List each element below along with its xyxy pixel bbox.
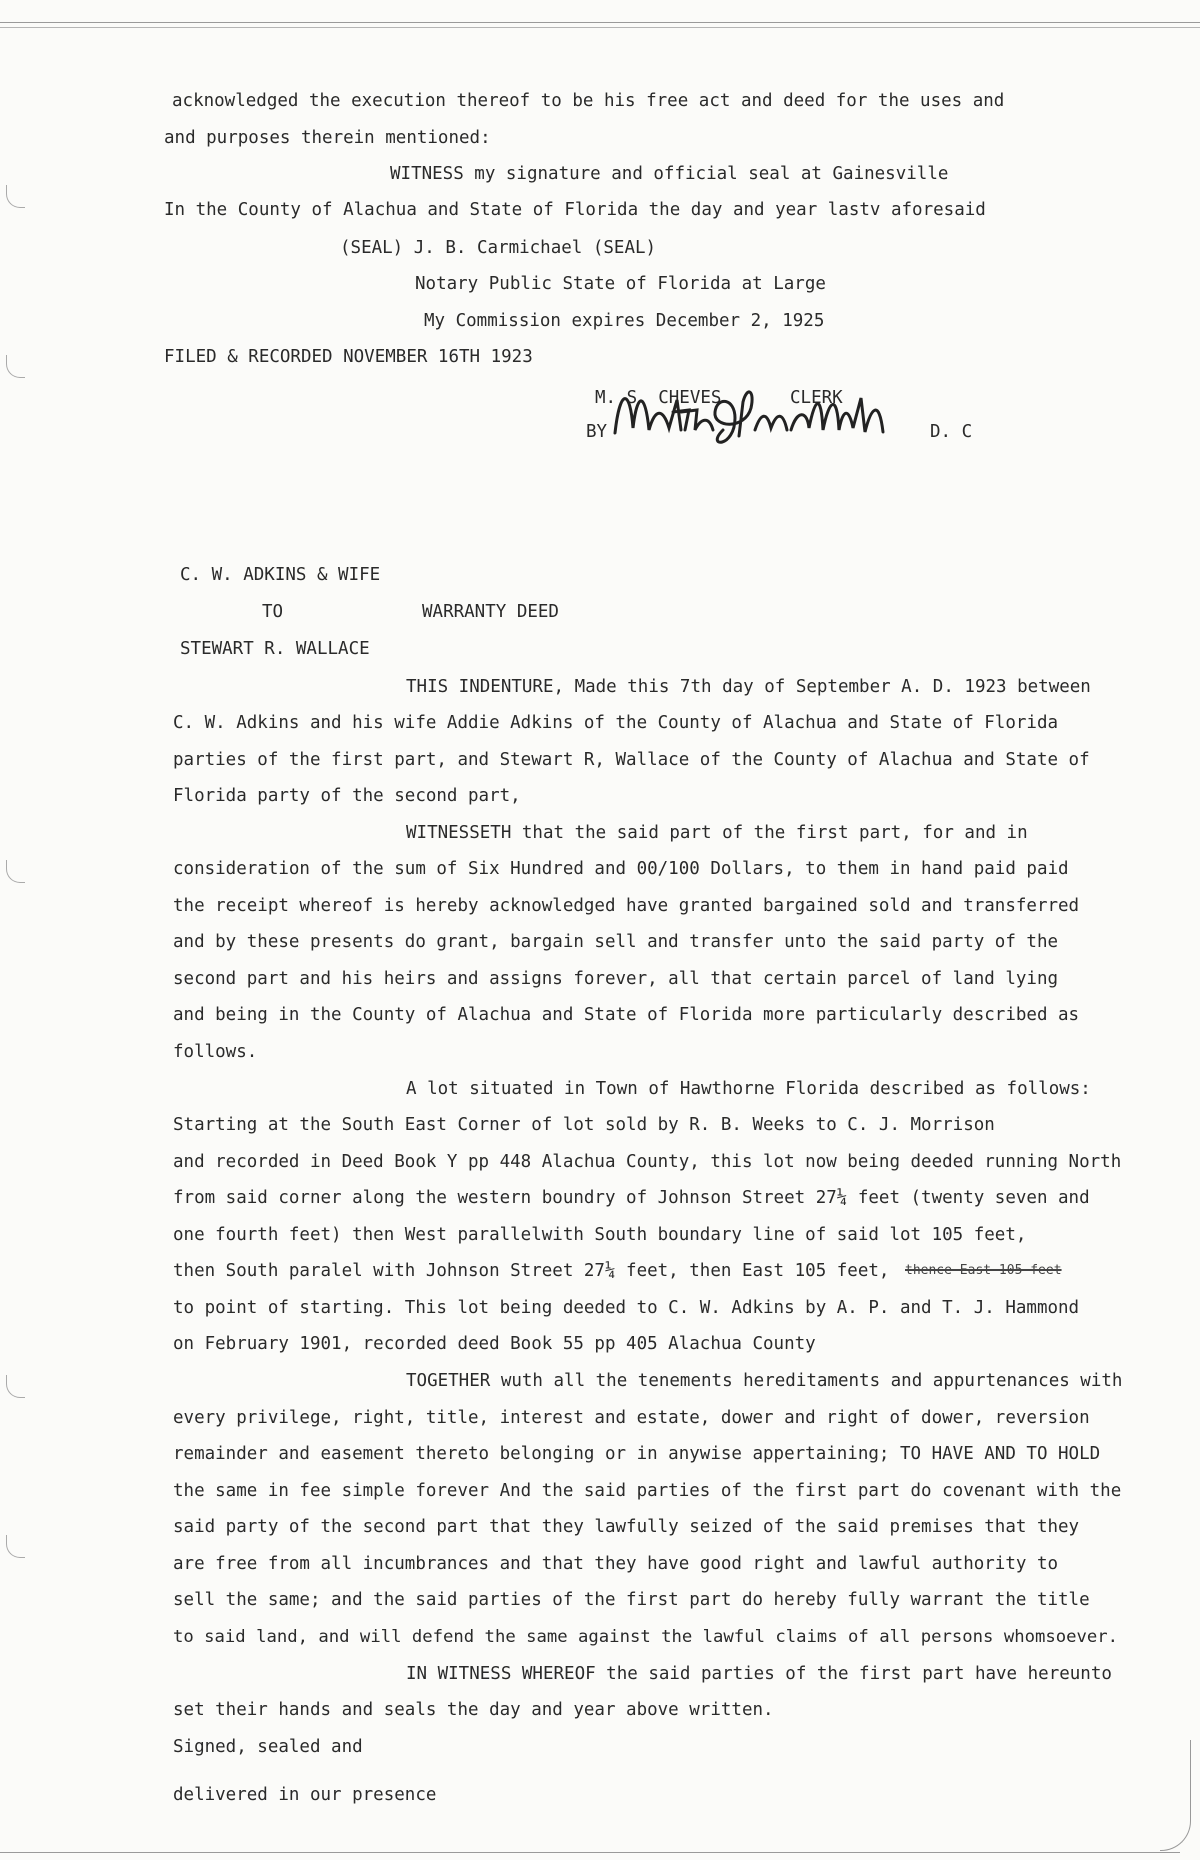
text-line: from said corner along the western boundry of Johnson Street 27¼ feet (twenty seven and <box>173 1188 1090 1208</box>
filed-recorded-line: FILED & RECORDED NOVEMBER 16TH 1923 <box>164 347 533 367</box>
binder-hole-mark <box>6 185 25 208</box>
handwritten-signature <box>585 378 925 458</box>
to-heading: TO <box>262 602 284 622</box>
notary-title: Notary Public State of Florida at Large <box>415 274 826 294</box>
text-line: on February 1901, recorded deed Book 55 pp 405 Alachua County <box>173 1334 816 1354</box>
text-line: In the County of Alachua and State of Florida the day and year lastv aforesaid <box>164 200 986 220</box>
top-border-rule <box>0 22 1200 28</box>
commission-expiry: My Commission expires December 2, 1925 <box>424 311 825 331</box>
text-line: and recorded in Deed Book Y pp 448 Alachua County, this lot now being deeded running North <box>173 1152 1122 1172</box>
text-line: are free from all incumbrances and that they have good right and lawful authority to <box>173 1554 1059 1574</box>
text-line: Signed, sealed and <box>173 1737 363 1757</box>
text-line: Florida party of the second part, <box>173 786 521 806</box>
text-line: one fourth feet) then West parallelwith South boundary line of said lot 105 feet, <box>173 1225 1027 1245</box>
text-line: parties of the first part, and Stewart R, Wallace of the County of Alachua and State of <box>173 750 1090 770</box>
text-line: consideration of the sum of Six Hundred and 00/100 Dollars, to them in hand paid paid <box>173 859 1069 879</box>
deputy-clerk-label: D. C <box>930 422 973 442</box>
notary-seal-line: (SEAL) J. B. Carmichael (SEAL) <box>340 238 657 258</box>
text-line: and purposes therein mentioned: <box>164 128 491 148</box>
text-line: the same in fee simple forever And the said parties of the first part do covenant with the <box>173 1481 1122 1501</box>
text-line: TOGETHER wuth all the tenements hereditaments and appurtenances with <box>406 1371 1123 1391</box>
binder-hole-mark <box>6 355 25 378</box>
text-line: second part and his heirs and assigns forever, all that certain parcel of land lying <box>173 969 1059 989</box>
text-line: every privilege, right, title, interest and estate, dower and right of dower, reversion <box>173 1408 1090 1428</box>
bottom-border-rule <box>0 1852 1180 1855</box>
text-line: IN WITNESS WHEREOF the said parties of the first part have hereunto <box>406 1664 1112 1684</box>
clerk-title: CLERK <box>790 388 843 408</box>
text-line: WITNESSETH that the said part of the first part, for and in <box>406 823 1028 843</box>
text-line: sell the same; and the said parties of the first part do hereby fully warrant the title <box>173 1590 1090 1610</box>
text-line: remainder and easement thereto belonging or in anywise appertaining; TO HAVE AND TO HOLD <box>173 1444 1101 1464</box>
binder-hole-mark <box>6 1375 25 1398</box>
grantor-heading: C. W. ADKINS & WIFE <box>180 565 381 585</box>
clerk-name: M. S. CHEVES <box>595 388 722 408</box>
binder-hole-mark <box>6 860 25 883</box>
page-corner-curl <box>1160 1740 1191 1851</box>
text-line: to said land, and will defend the same against the lawful claims of all persons whomsoever. <box>173 1627 1119 1647</box>
text-line: and being in the County of Alachua and State of Florida more particularly described as <box>173 1005 1080 1025</box>
text-line: THIS INDENTURE, Made this 7th day of September A. D. 1923 between <box>406 677 1091 697</box>
text-line: delivered in our presence <box>173 1785 437 1805</box>
text-line: the receipt whereof is hereby acknowledged have granted bargained sold and transferred <box>173 896 1080 916</box>
deed-type-heading: WARRANTY DEED <box>422 602 559 622</box>
text-line: WITNESS my signature and official seal at Gainesville <box>390 164 949 184</box>
text-line: said party of the second part that they lawfully seized of the said premises that they <box>173 1517 1080 1537</box>
text-line: set their hands and seals the day and year above written. <box>173 1700 774 1720</box>
text-line: C. W. Adkins and his wife Addie Adkins of the County of Alachua and State of Florida <box>173 713 1059 733</box>
grantee-heading: STEWART R. WALLACE <box>180 639 370 659</box>
text-line: A lot situated in Town of Hawthorne Florida described as follows: <box>406 1079 1091 1099</box>
text-line: then South paralel with Johnson Street 27¼ feet, then East 105 feet, <box>173 1261 890 1281</box>
text-line: Starting at the South East Corner of lot sold by R. B. Weeks to C. J. Morrison <box>173 1115 995 1135</box>
text-line: follows. <box>173 1042 258 1062</box>
text-line: acknowledged the execution thereof to be his free act and deed for the uses and <box>172 91 1005 111</box>
text-line: and by these presents do grant, bargain sell and transfer unto the said party of the <box>173 932 1059 952</box>
by-label: BY <box>586 422 608 442</box>
binder-hole-mark <box>6 1535 25 1558</box>
struck-out-text: thence East 105 feet <box>905 1263 1062 1278</box>
text-line: to point of starting. This lot being deeded to C. W. Adkins by A. P. and T. J. Hammond <box>173 1298 1080 1318</box>
